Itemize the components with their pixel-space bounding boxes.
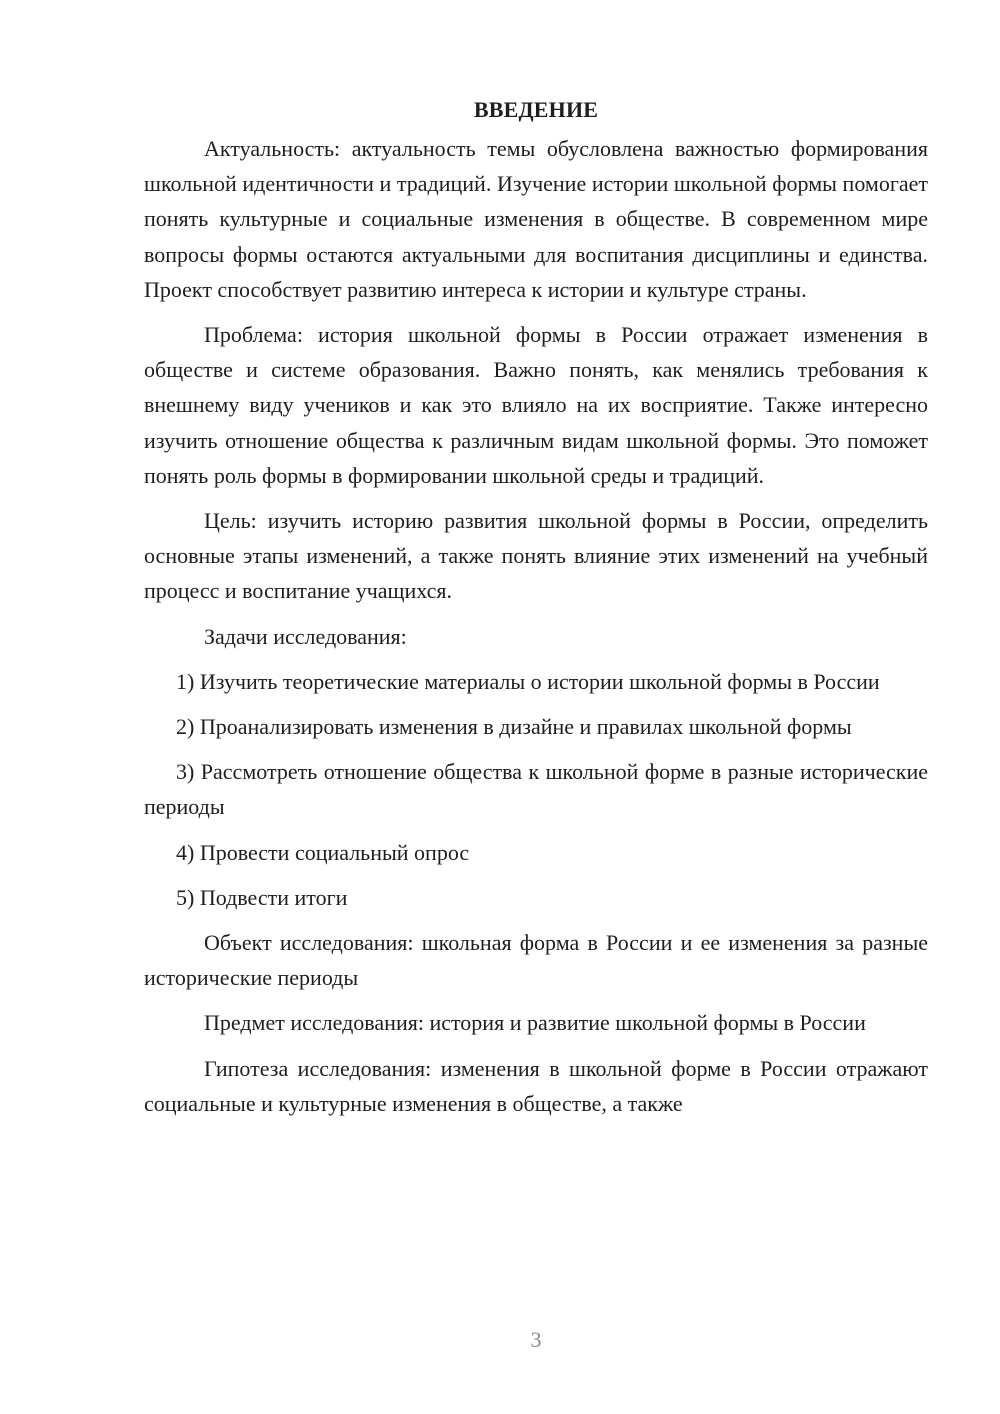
goal-paragraph: Цель: изучить историю развития школьной формы в России, определить основные этапы изменений, а также понять влияние этих изменений на учебный процесс и воспитание учащихся. xyxy=(144,508,928,604)
task-item-3: 3) Рассмотреть отношение общества к школьной форме в разные исторические периоды xyxy=(144,759,928,820)
object-paragraph: Объект исследования: школьная форма в России и ее изменения за разные исторические периоды xyxy=(144,930,928,991)
hypothesis-paragraph: Гипотеза исследования: изменения в школьной форме в России отражают социальные и культурные изменения в обществе, а также xyxy=(144,1055,928,1116)
problem-paragraph: Проблема: история школьной формы в России отражает изменения в обществе и системе образования. Важно понять, как менялись требования к внешнему виду учеников и как это влияло на их восприятие. Также интересно изучить отношение общества к различным видам школьной формы. Это поможет понять роль формы в формировании школьной среды и традиций. xyxy=(144,322,928,488)
section-title: ВВЕДЕНИЕ xyxy=(473,97,599,122)
relevance-paragraph: Актуальность: актуальность темы обусловлена важностью формирования школьной идентичности и традиций. Изучение истории школьной формы помогает понять культурные и социальные изменения в обществе. В современном мире вопросы формы остаются актуальными для воспитания дисциплины и единства. Проект способствует развитию интереса к истории и культуре страны. xyxy=(144,136,928,302)
task-item-5: 5) Подвести итоги xyxy=(176,884,348,910)
task-item-4: 4) Провести социальный опрос xyxy=(176,839,470,865)
document-page xyxy=(144,92,928,1131)
task-item-1: 1) Изучить теоретические материалы о истории школьной формы в России xyxy=(176,668,880,694)
task-item-2: 2) Проанализировать изменения в дизайне и правилах школьной формы xyxy=(176,714,852,740)
tasks-heading: Задачи исследования: xyxy=(204,623,407,649)
subject-paragraph: Предмет исследования: история и развитие школьной формы в России xyxy=(204,1010,866,1036)
page-number: 3 xyxy=(530,1327,542,1352)
